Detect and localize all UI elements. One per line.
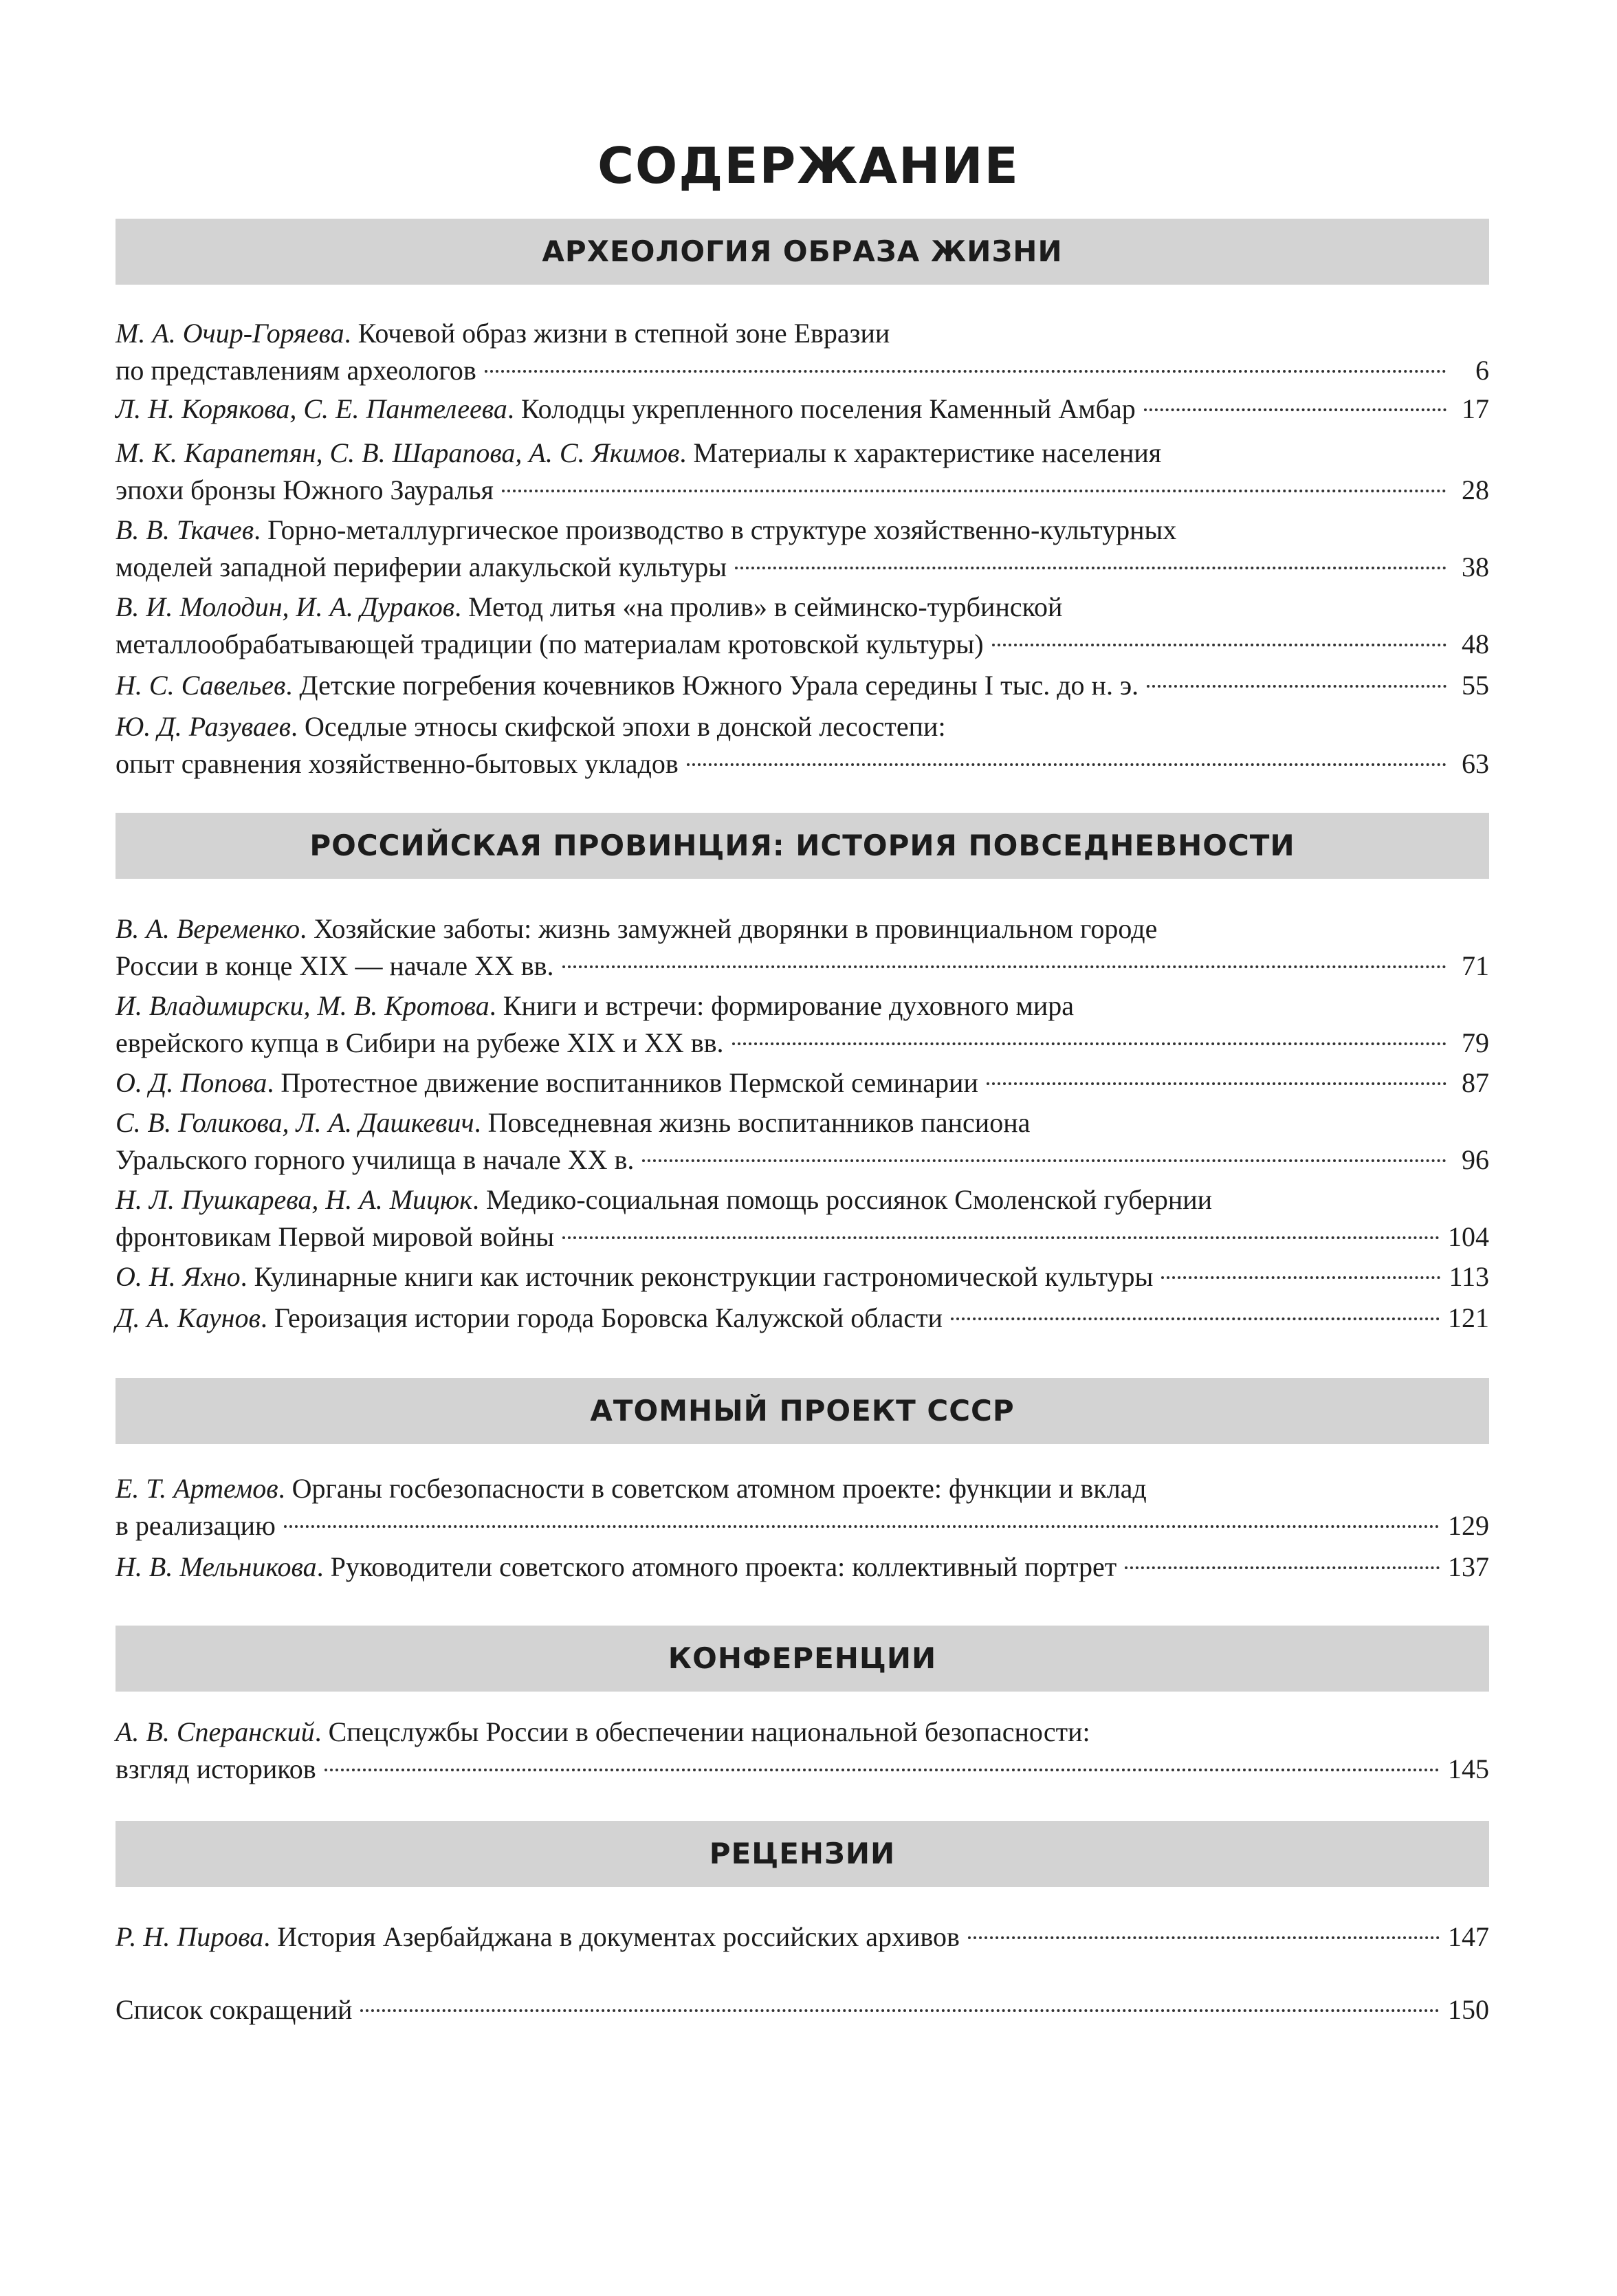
- page-number: 17: [1462, 393, 1489, 424]
- entry-authors: М. К. Карапетян, С. В. Шарапова, А. С. Якимов: [116, 437, 680, 468]
- page-number: 6: [1475, 355, 1489, 386]
- entry-title-cont: по представлениям археологов: [116, 355, 476, 386]
- entry-title: . Кочевой образ жизни в степной зоне Евразии: [344, 318, 890, 349]
- page-number: 28: [1462, 474, 1489, 505]
- dot-leader: [968, 1936, 1440, 1939]
- entry-title-cont: в реализацию: [116, 1510, 276, 1541]
- entry-title-cont: опыт сравнения хозяйственно-бытовых укладов: [116, 748, 679, 779]
- dot-leader: [642, 1159, 1446, 1162]
- entry-title-cont: металлообрабатывающей традиции (по материалам кротовской культуры): [116, 628, 984, 659]
- entry-authors: С. В. Голикова, Л. А. Дашкевич: [116, 1107, 474, 1138]
- entry-authors: В. И. Молодин, И. А. Дураков: [116, 591, 455, 622]
- dot-leader: [485, 370, 1446, 373]
- page-number: 113: [1449, 1261, 1489, 1292]
- section-header: РОССИЙСКАЯ ПРОВИНЦИЯ: ИСТОРИЯ ПОВСЕДНЕВНОСТИ: [116, 813, 1489, 879]
- dot-leader: [1144, 408, 1446, 411]
- entry-authors: Н. Л. Пушкарева, Н. А. Мицюк: [116, 1184, 472, 1215]
- entry-title: . Спецслужбы России в обеспечении национальной безопасности:: [314, 1716, 1090, 1747]
- entry-title: . Героизация истории города Боровска Калужской области: [260, 1302, 943, 1333]
- toc-entry[interactable]: [116, 708, 1489, 783]
- entry-title: . Материалы к характеристике населения: [679, 437, 1162, 468]
- dot-leader: [1161, 1276, 1440, 1279]
- dot-leader: [992, 644, 1446, 646]
- page-title: СОДЕРЖАНИЕ: [597, 137, 1020, 195]
- toc-entry[interactable]: [116, 512, 1489, 586]
- toc-entry[interactable]: [116, 1714, 1489, 1788]
- toc-entry[interactable]: [116, 667, 1489, 704]
- toc-entry[interactable]: [116, 1064, 1489, 1102]
- page-number: 55: [1462, 670, 1489, 701]
- entry-title: . Детские погребения кочевников Южного Урала середины I тыс. до н. э.: [285, 670, 1139, 701]
- page-number: 104: [1448, 1221, 1489, 1252]
- entry-title: . Органы госбезопасности в советском атомном проекте: функции и вклад: [278, 1473, 1147, 1504]
- toc-entry[interactable]: [116, 987, 1489, 1062]
- entry-title: . Горно-металлургическое производство в структуре хозяйственно-культурных: [254, 514, 1177, 545]
- entry-title: Список сокращений: [116, 1994, 353, 2025]
- entry-title: . Книги и встречи: формирование духовного мира: [489, 990, 1074, 1021]
- entry-title: . Протестное движение воспитанников Пермской семинарии: [267, 1067, 978, 1098]
- dot-leader: [1125, 1566, 1440, 1569]
- dot-leader: [951, 1318, 1440, 1320]
- toc-entry[interactable]: [116, 589, 1489, 663]
- entry-authors: А. В. Сперанский: [116, 1716, 315, 1747]
- entry-title-cont: моделей западной периферии алакульской культуры: [116, 551, 727, 582]
- toc-entry[interactable]: [116, 1918, 1489, 1956]
- entry-authors: О. Н. Яхно: [116, 1261, 241, 1292]
- entry-title: . Повседневная жизнь воспитанников пансиона: [474, 1107, 1031, 1138]
- page-number: 121: [1448, 1302, 1489, 1333]
- entry-authors: О. Д. Попова: [116, 1067, 267, 1098]
- dot-leader: [687, 763, 1446, 766]
- toc-entry[interactable]: [116, 1181, 1489, 1256]
- page-number: 71: [1462, 950, 1489, 981]
- page-number: 38: [1462, 551, 1489, 582]
- dot-leader: [360, 2009, 1440, 2012]
- toc-entry[interactable]: [116, 315, 1489, 389]
- page-number: 79: [1462, 1027, 1489, 1058]
- entry-title-cont: Уральского горного училища в начале XX в.: [116, 1144, 635, 1175]
- entry-title-cont: еврейского купца в Сибири на рубеже XIX и XX вв.: [116, 1027, 724, 1058]
- section-header: КОНФЕРЕНЦИИ: [116, 1626, 1489, 1692]
- toc-entry[interactable]: [116, 391, 1489, 428]
- entry-authors: В. А. Веременко: [116, 913, 300, 944]
- page-number: 87: [1462, 1067, 1489, 1098]
- entry-authors: И. Владимирски, М. В. Кротова: [116, 990, 490, 1021]
- entry-authors: М. А. Очир-Горяева: [116, 318, 344, 349]
- toc-entry[interactable]: [116, 1300, 1489, 1337]
- toc-entry[interactable]: [116, 1104, 1489, 1179]
- toc-entry[interactable]: [116, 910, 1489, 985]
- dot-leader: [987, 1082, 1446, 1085]
- entry-title: . История Азербайджана в документах российских архивов: [263, 1921, 960, 1952]
- entry-title: . Хозяйские заботы: жизнь замужней дворянки в провинциальном городе: [300, 913, 1158, 944]
- page-number: 145: [1448, 1753, 1489, 1784]
- entry-authors: Н. В. Мельникова: [116, 1551, 317, 1582]
- page-number: 48: [1462, 628, 1489, 659]
- dot-leader: [1147, 685, 1446, 688]
- page-number: 137: [1448, 1551, 1489, 1582]
- entry-title-cont: России в конце XIX — начале XX вв.: [116, 950, 554, 981]
- entry-title-cont: взгляд историков: [116, 1753, 316, 1784]
- entry-title: . Метод литья «на пролив» в сейминско-турбинской: [454, 591, 1063, 622]
- toc-entry[interactable]: [116, 1470, 1489, 1544]
- dot-leader: [284, 1525, 1440, 1528]
- page-number: 63: [1462, 748, 1489, 779]
- page-number: 147: [1448, 1921, 1489, 1952]
- dot-leader: [735, 567, 1446, 569]
- page-number: 129: [1448, 1510, 1489, 1541]
- dot-leader: [502, 490, 1446, 492]
- dot-leader: [562, 1236, 1440, 1239]
- entry-authors: Р. Н. Пирова: [116, 1921, 264, 1952]
- section-header: АРХЕОЛОГИЯ ОБРАЗА ЖИЗНИ: [116, 219, 1489, 285]
- entry-title: . Кулинарные книги как источник реконструкции гастрономической культуры: [240, 1261, 1154, 1292]
- entry-title: . Оседлые этносы скифской эпохи в донской лесостепи:: [290, 711, 946, 742]
- toc-entry-abbreviations[interactable]: [116, 1991, 1489, 2029]
- entry-authors: В. В. Ткачев: [116, 514, 254, 545]
- entry-title: . Медико-социальная помощь россиянок Смоленской губернии: [472, 1184, 1213, 1215]
- entry-title-cont: эпохи бронзы Южного Зауралья: [116, 474, 494, 505]
- section-header: РЕЦЕНЗИИ: [116, 1821, 1489, 1887]
- toc-entry[interactable]: [116, 1549, 1489, 1586]
- page-number: 150: [1448, 1994, 1489, 2025]
- dot-leader: [324, 1769, 1440, 1771]
- entry-authors: Е. Т. Артемов: [116, 1473, 278, 1504]
- entry-authors: Л. Н. Корякова, С. Е. Пантелеева: [116, 393, 507, 424]
- section-header: АТОМНЫЙ ПРОЕКТ СССР: [116, 1378, 1489, 1444]
- entry-title: . Колодцы укрепленного поселения Каменный Амбар: [507, 393, 1136, 424]
- entry-title: . Руководители советского атомного проекта: коллективный портрет: [316, 1551, 1117, 1582]
- dot-leader: [732, 1042, 1446, 1045]
- entry-title-cont: фронтовикам Первой мировой войны: [116, 1221, 555, 1252]
- entry-authors: Н. С. Савельев: [116, 670, 286, 701]
- entry-authors: Д. А. Каунов: [116, 1302, 261, 1333]
- entry-authors: Ю. Д. Разуваев: [116, 711, 291, 742]
- dot-leader: [562, 965, 1446, 968]
- page-number: 96: [1462, 1144, 1489, 1175]
- toc-entry[interactable]: [116, 435, 1489, 509]
- toc-entry[interactable]: [116, 1258, 1489, 1295]
